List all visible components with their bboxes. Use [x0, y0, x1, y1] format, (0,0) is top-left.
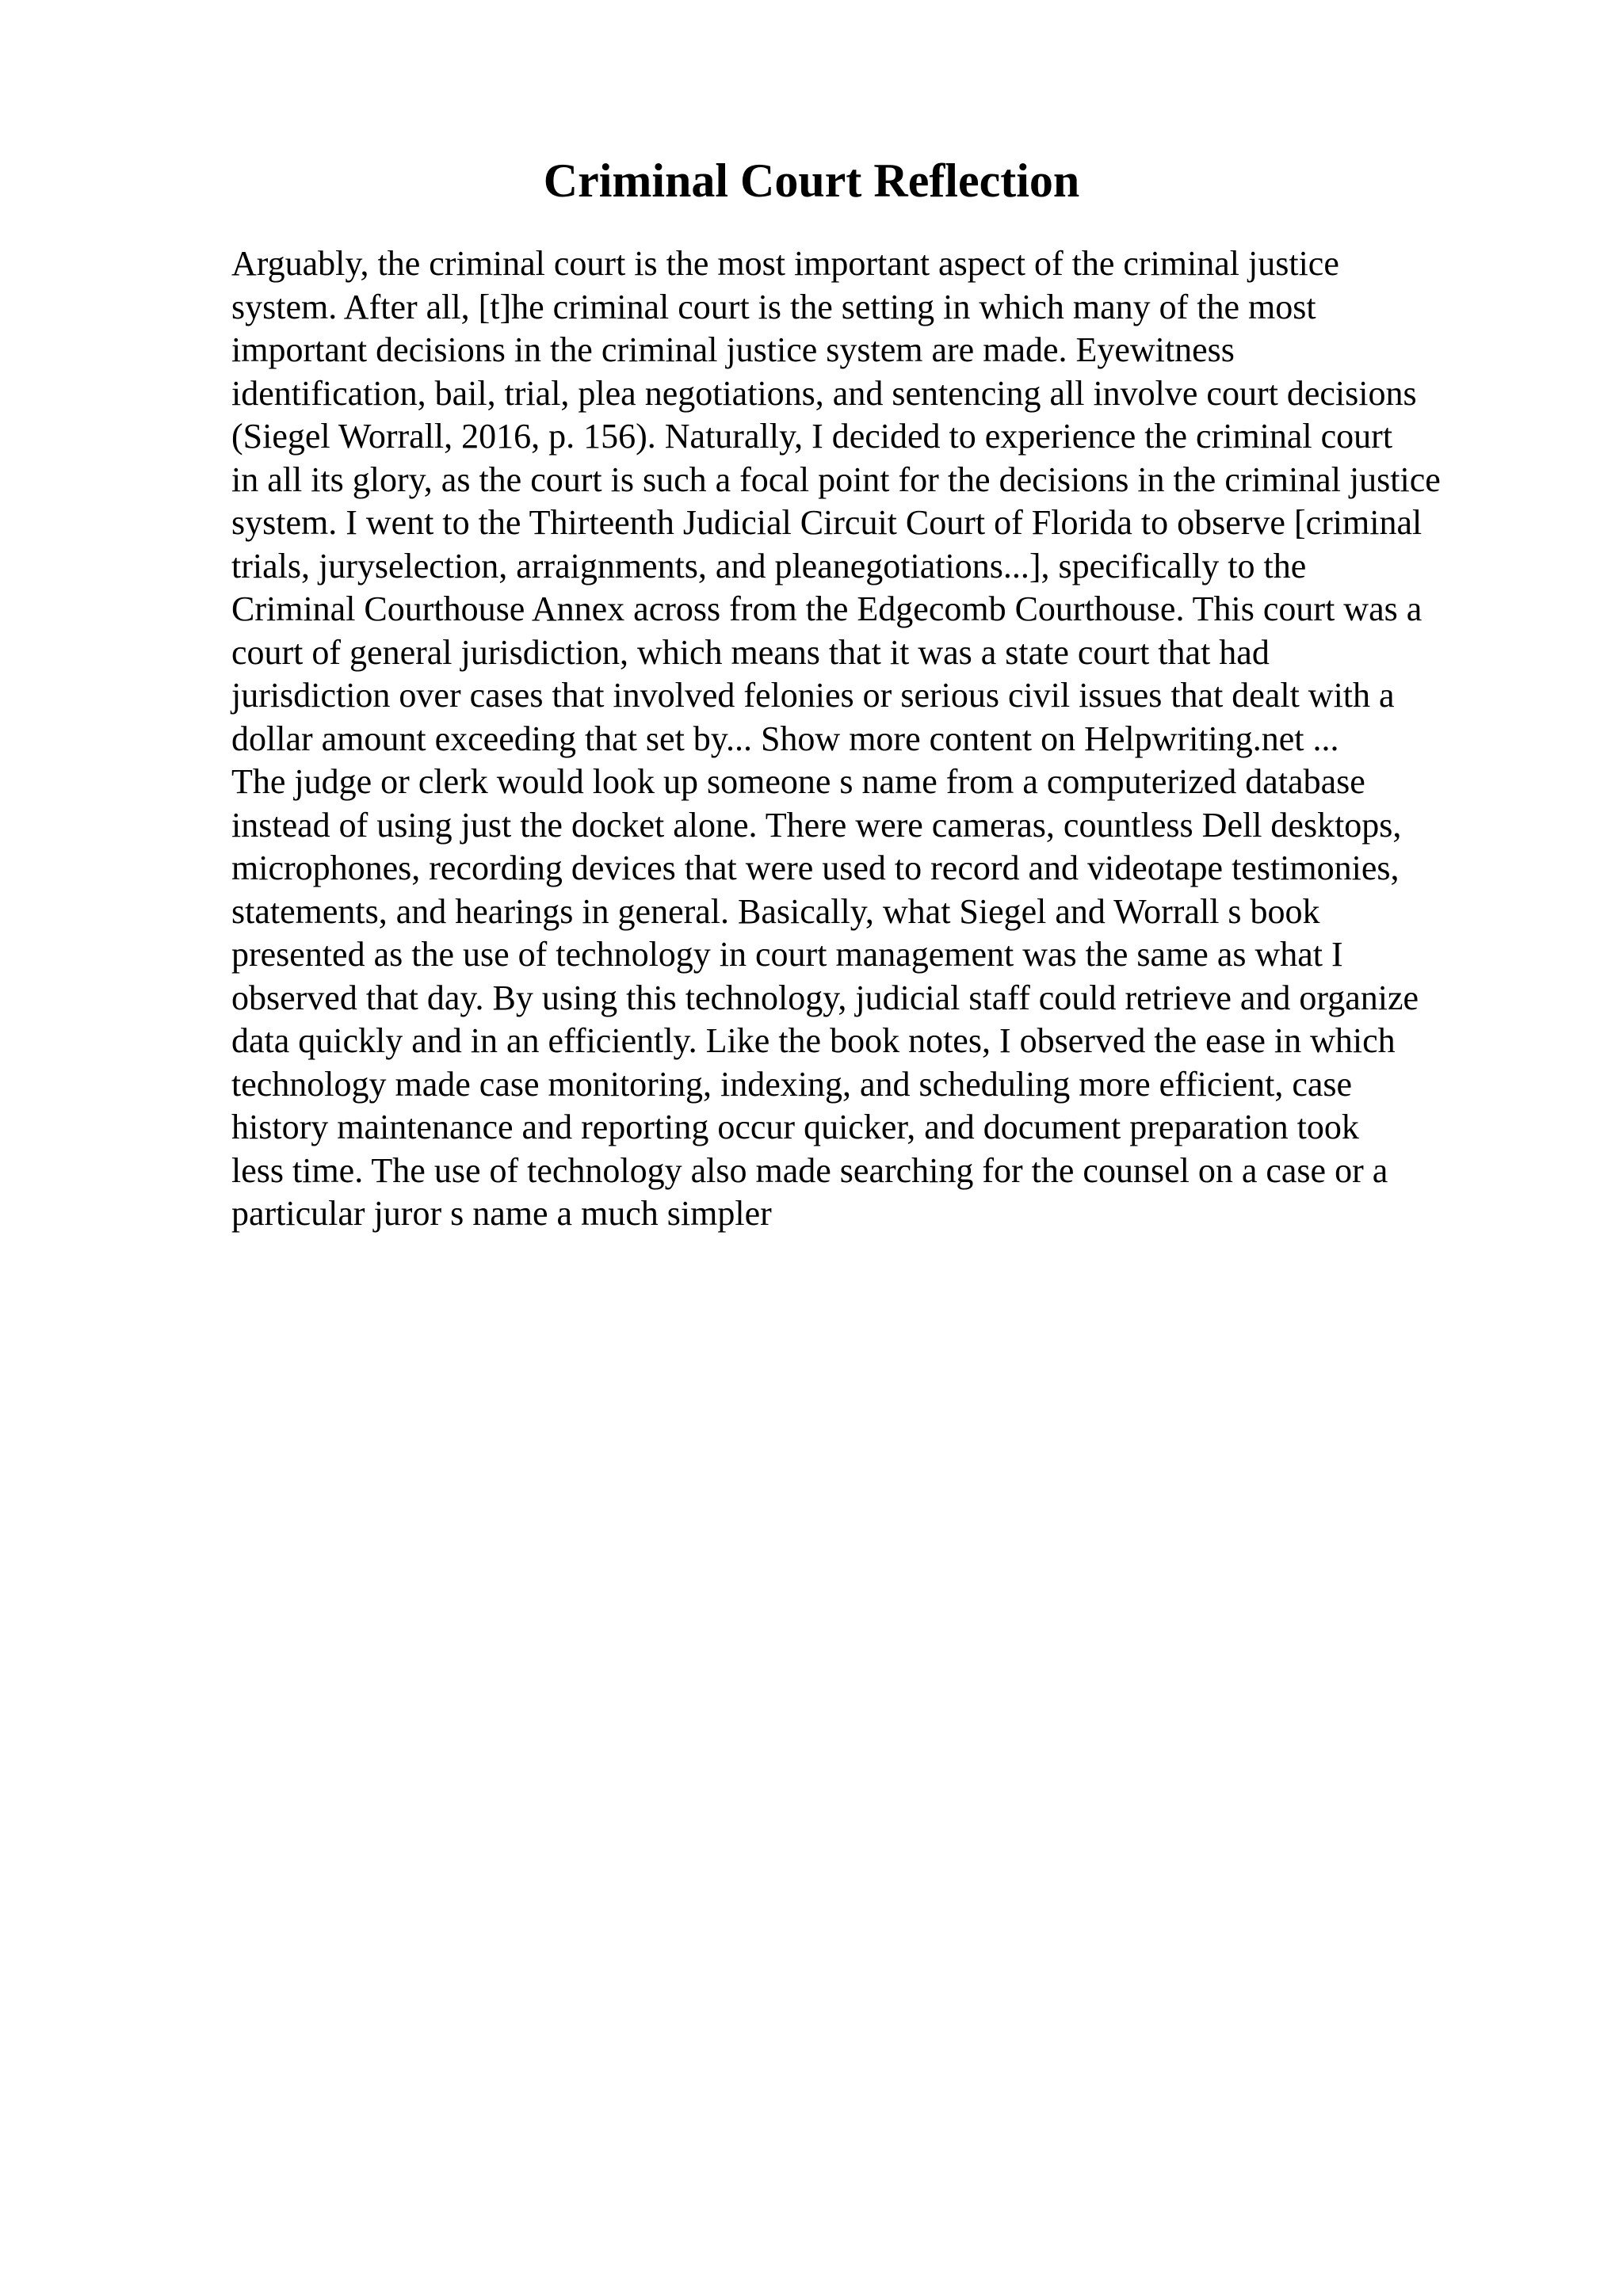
body-line: system. After all, [t]he criminal court is the setting in which many of the most [231, 287, 1316, 326]
body-line: The judge or clerk would look up someone s name from a computerized database [231, 762, 1365, 801]
body-line: important decisions in the criminal justice system are made. Eyewitness [231, 330, 1235, 369]
body-line: presented as the use of technology in court management was the same as what I [231, 935, 1343, 974]
body-line: system. I went to the Thirteenth Judicial Circuit Court of Florida to observe [criminal [231, 503, 1423, 542]
body-line: particular juror s name a much simpler [231, 1194, 772, 1233]
body-line: history maintenance and reporting occur quicker, and document preparation took [231, 1108, 1359, 1146]
body-line: Arguably, the criminal court is the most important aspect of the criminal justice [231, 244, 1339, 283]
body-line: data quickly and in an efficiently. Like the book notes, I observed the ease in which [231, 1021, 1396, 1060]
body-line: statements, and hearings in general. Basically, what Siegel and Worrall s book [231, 891, 1320, 931]
body-line: observed that day. By using this technology, judicial staff could retrieve and organize [231, 978, 1419, 1017]
body-line: jurisdiction over cases that involved felonies or serious civil issues that dealt with a [231, 676, 1395, 715]
body-line: in all its glory, as the court is such a focal point for the decisions in the criminal justice [231, 460, 1441, 499]
body-line: (Siegel Worrall, 2016, p. 156). Naturally, I decided to experience the criminal court [231, 417, 1393, 456]
body-line: less time. The use of technology also made searching for the counsel on a case or a [231, 1150, 1388, 1190]
body-line: instead of using just the docket alone. There were cameras, countless Dell desktops, [231, 805, 1402, 845]
document-title: Criminal Court Reflection [543, 154, 1080, 207]
body-line: trials, juryselection, arraignments, and pleanegotiations...], specifically to the [231, 546, 1307, 585]
body-line: microphones, recording devices that were used to record and videotape testimonies, [231, 849, 1400, 887]
body-line: Criminal Courthouse Annex across from the Edgecomb Courthouse. This court was a [231, 589, 1423, 628]
body-line: technology made case monitoring, indexing, and scheduling more efficient, case [231, 1064, 1353, 1104]
body-line: court of general jurisdiction, which means that it was a state court that had [231, 632, 1270, 672]
body-line: identification, bail, trial, plea negotiations, and sentencing all involve court decisions [231, 373, 1417, 413]
body-line: dollar amount exceeding that set by... Show more content on Helpwriting.net ... [231, 719, 1339, 758]
document-body [231, 242, 1579, 1236]
